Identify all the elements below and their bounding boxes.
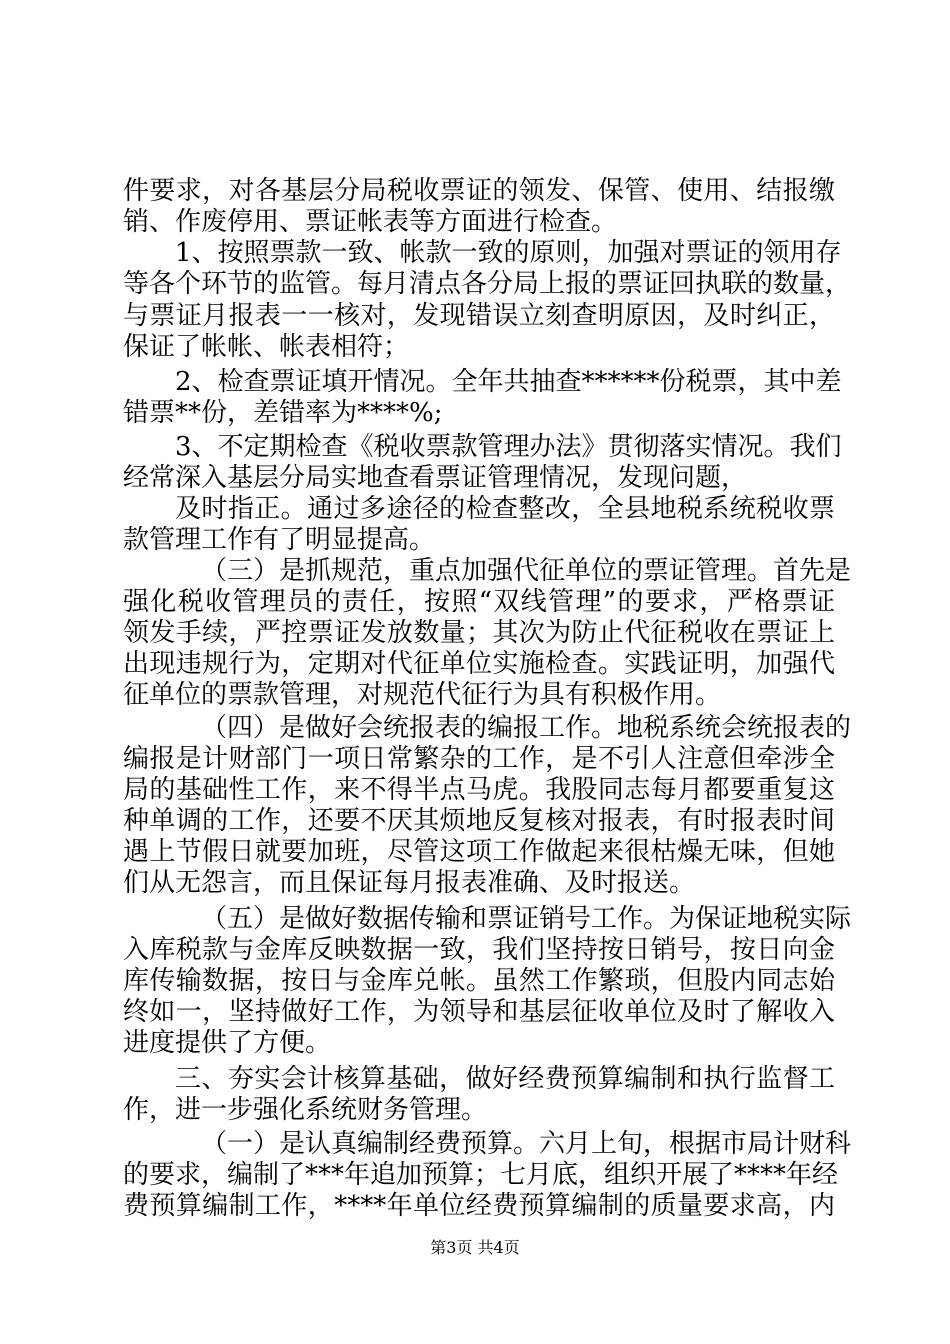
text-line: （五）是做好数据传输和票证销号工作。为保证地税实际 <box>201 904 852 934</box>
text-line: 款管理工作有了明显提高。 <box>123 525 436 555</box>
text-line: 库传输数据，按日与金库兑帐。虽然工作繁琐，但股内同志始 <box>123 966 835 996</box>
text-line: 编报是计财部门一项日常繁杂的工作，是不引人注意但牵涉全 <box>123 744 835 774</box>
text-line: （四）是做好会统报表的编报工作。地税系统会统报表的 <box>201 713 852 743</box>
text-line: 的要求，编制了***年追加预算；七月底，组织开展了****年经 <box>123 1160 839 1190</box>
text-line: 终如一，坚持做好工作，为领导和基层征收单位及时了解收入 <box>123 997 835 1027</box>
text-line: 保证了帐帐、帐表相符； <box>123 332 410 362</box>
text-line: 遇上节假日就要加班，尽管这项工作做起来很枯燥无味，但她 <box>123 837 835 867</box>
text-line: 与票证月报表一一核对，发现错误立刻查明原因，及时纠正， <box>123 301 835 331</box>
text-line: 费预算编制工作，****年单位经费预算编制的质量要求高，内 <box>123 1191 835 1221</box>
text-line: 件要求，对各基层分局税收票证的领发、保管、使用、结报缴 <box>123 176 835 206</box>
text-line: 局的基础性工作，来不得半点马虎。我股同志每月都要重复这 <box>123 775 835 805</box>
text-line: 1、按照票款一致、帐款一致的原则，加强对票证的领用存 <box>175 238 842 268</box>
text-line: 进度提供了方便。 <box>123 1028 332 1058</box>
text-line: 们从无怨言，而且保证每月报表准确、及时报送。 <box>123 868 696 898</box>
page-footer: 第3页 共4页 <box>430 1238 520 1257</box>
text-line: 经常深入基层分局实地查看票证管理情况，发现问题， <box>123 463 748 493</box>
text-line: （三）是抓规范，重点加强代征单位的票证管理。首先是 <box>201 556 852 586</box>
text-line: 销、作废停用、票证帐表等方面进行检查。 <box>123 207 618 237</box>
text-line: 2、检查票证填开情况。全年共抽查******份税票，其中差 <box>175 367 842 397</box>
text-line: 种单调的工作，还要不厌其烦地反复核对报表，有时报表时间 <box>123 806 835 836</box>
text-line: 作，进一步强化系统财务管理。 <box>123 1095 488 1125</box>
text-line: 及时指正。通过多途径的检查整改，全县地税系统税收票 <box>175 494 835 524</box>
text-line: 等各个环节的监管。每月清点各分局上报的票证回执联的数量， <box>123 269 852 299</box>
text-line: 领发手续，严控票证发放数量；其次为防止代征税收在票证上 <box>123 618 835 648</box>
text-line: 3、不定期检查《税收票款管理办法》贯彻落实情况。我们 <box>175 432 842 462</box>
text-line: 入库税款与金库反映数据一致，我们坚持按日销号，按日向金 <box>123 935 835 965</box>
text-line: （一）是认真编制经费预算。六月上旬，根据市局计财科 <box>201 1129 852 1159</box>
text-line: 强化税收管理员的责任，按照“双线管理”的要求，严格票证 <box>123 587 835 617</box>
text-line: 错票**份，差错率为****%; <box>123 398 443 428</box>
text-line: 三、夯实会计核算基础，做好经费预算编制和执行监督工 <box>175 1064 835 1094</box>
text-line: 出现违规行为，定期对代征单位实施检查。实践证明，加强代 <box>123 649 835 679</box>
text-line: 征单位的票款管理，对规范代征行为具有积极作用。 <box>123 680 722 710</box>
